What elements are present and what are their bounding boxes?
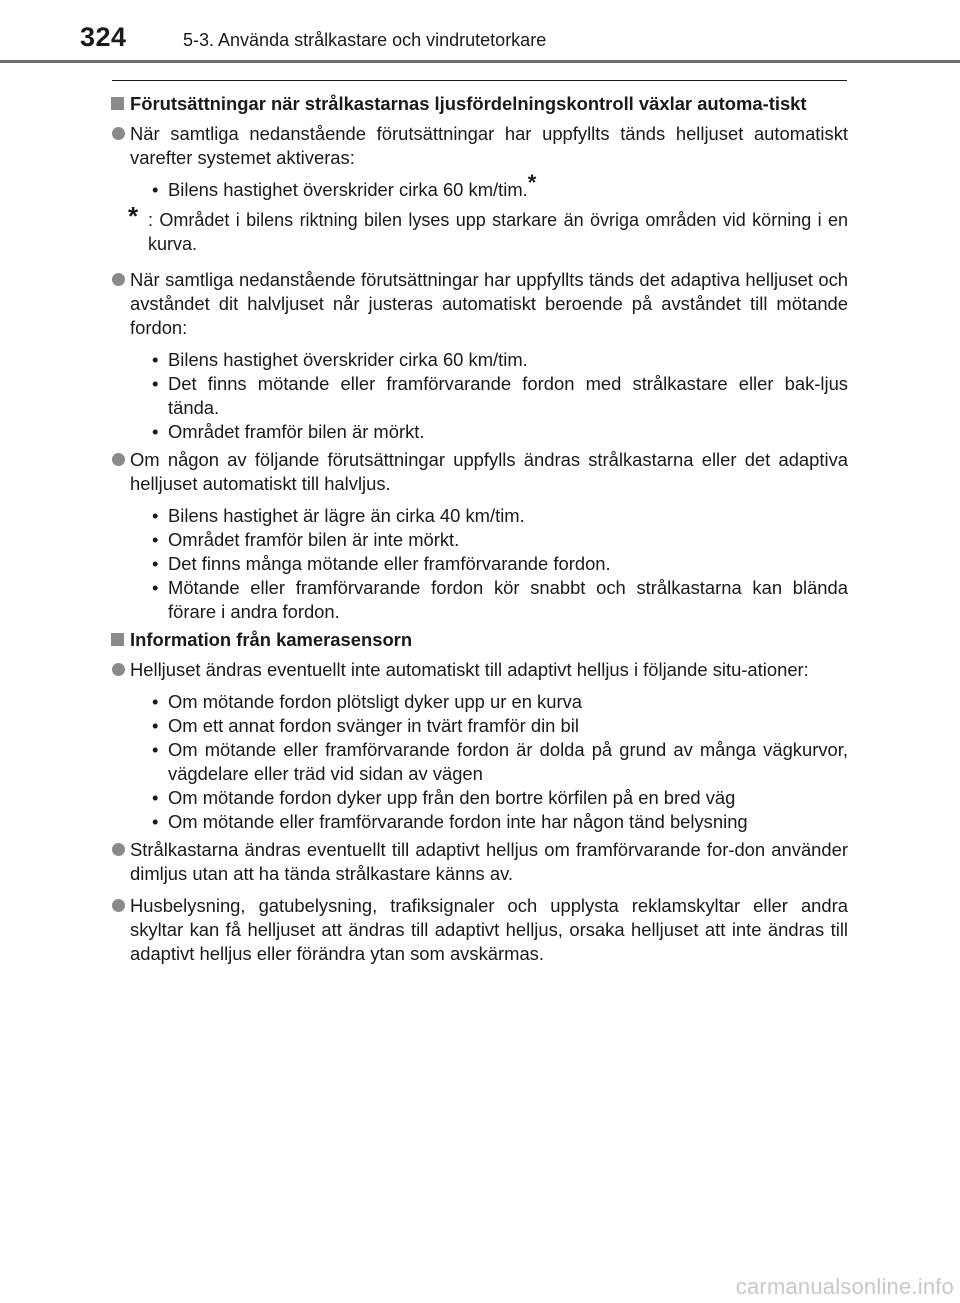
round-bullet-item: När samtliga nedanstående förutsättningar har uppfyllts tänds det adaptiva helljuset och avståndet dit halvljuset når justeras automatiskt beroende på avståndet till mötande fordon: xyxy=(110,268,848,340)
content-rule xyxy=(112,80,847,81)
sub-list xyxy=(146,170,848,202)
list-item: • Bilens hastighet överskrider cirka 60 km/tim. xyxy=(152,349,528,370)
square-bullet-icon xyxy=(111,633,124,646)
page-content xyxy=(110,92,848,974)
round-bullet-icon xyxy=(112,453,125,466)
list-item: • Det finns mötande eller framförvarande fordon med strålkastare eller bak-ljus tända. xyxy=(152,373,848,418)
round-bullet-icon xyxy=(112,663,125,676)
list-item: • Det finns många mötande eller framförvarande fordon. xyxy=(152,553,611,574)
round-bullet-icon xyxy=(112,843,125,856)
list-item: • Om ett annat fordon svänger in tvärt framför din bil xyxy=(152,715,579,736)
section-title: 5-3. Använda strålkastare och vindrutetorkare xyxy=(183,30,547,50)
square-bullet-icon xyxy=(111,97,124,110)
round-bullet-icon xyxy=(112,899,125,912)
footnote-marker: * xyxy=(527,170,537,195)
sub-list xyxy=(146,690,848,834)
footnote: * : Området i bilens riktning bilen lyses upp starkare än övriga områden vid körning i en kurva. xyxy=(128,201,848,254)
round-bullet-item: Strålkastarna ändras eventuellt till adaptivt helljus om framförvarande for-don använder dimljus utan att ha tända strålkastare känns av. xyxy=(110,838,848,886)
round-bullet-item: Om någon av följande förutsättningar uppfylls ändras strålkastarna eller det adaptiva helljuset automatiskt till halvljus. xyxy=(110,448,848,496)
watermark-link[interactable]: carmanualsonline.info xyxy=(735,1274,954,1299)
section-heading: Förutsättningar när strålkastarnas ljusfördelningskontroll växlar automa-tiskt xyxy=(110,92,848,116)
section-heading: Information från kamerasensorn xyxy=(110,628,848,652)
list-item: • Om mötande fordon plötsligt dyker upp ur en kurva xyxy=(152,691,583,712)
list-item: • Om mötande fordon dyker upp från den bortre körfilen på en bred väg xyxy=(152,787,736,808)
list-item: • Området framför bilen är inte mörkt. xyxy=(152,529,460,550)
round-bullet-item: Husbelysning, gatubelysning, trafiksignaler och upplysta reklamskyltar eller andra skyltar kan få helljuset att ändras till adaptivt helljus, orsaka helljuset att inte ändras till adaptivt helljus eller förändra ytan som avskärmas. xyxy=(110,894,848,966)
list-item: • Bilens hastighet överskrider cirka 60 km/tim.* xyxy=(152,170,537,200)
header-rule xyxy=(0,60,960,63)
page-header xyxy=(0,0,960,64)
sub-list xyxy=(146,348,848,444)
list-item: • Mötande eller framförvarande fordon kör snabbt och strålkastarna kan blända förare i andra fordon. xyxy=(152,577,848,622)
list-item: • Om mötande eller framförvarande fordon är dolda på grund av många vägkurvor, vägdelare eller träd vid sidan av vägen xyxy=(152,739,848,784)
footnote-asterisk: * xyxy=(128,201,139,231)
round-bullet-icon xyxy=(112,127,125,140)
list-item: • Området framför bilen är mörkt. xyxy=(152,421,425,442)
list-item: • Om mötande eller framförvarande fordon inte har någon tänd belysning xyxy=(152,811,748,832)
page-number: 324 xyxy=(80,22,127,52)
round-bullet-item: När samtliga nedanstående förutsättningar har uppfyllts tänds helljuset automatiskt varefter systemet aktiveras: xyxy=(110,122,848,170)
sub-list xyxy=(146,504,848,624)
list-item: • Bilens hastighet är lägre än cirka 40 km/tim. xyxy=(152,505,525,526)
round-bullet-icon xyxy=(112,273,125,286)
round-bullet-item: Helljuset ändras eventuellt inte automatiskt till adaptivt helljus i följande situ-ationer: xyxy=(110,658,848,682)
